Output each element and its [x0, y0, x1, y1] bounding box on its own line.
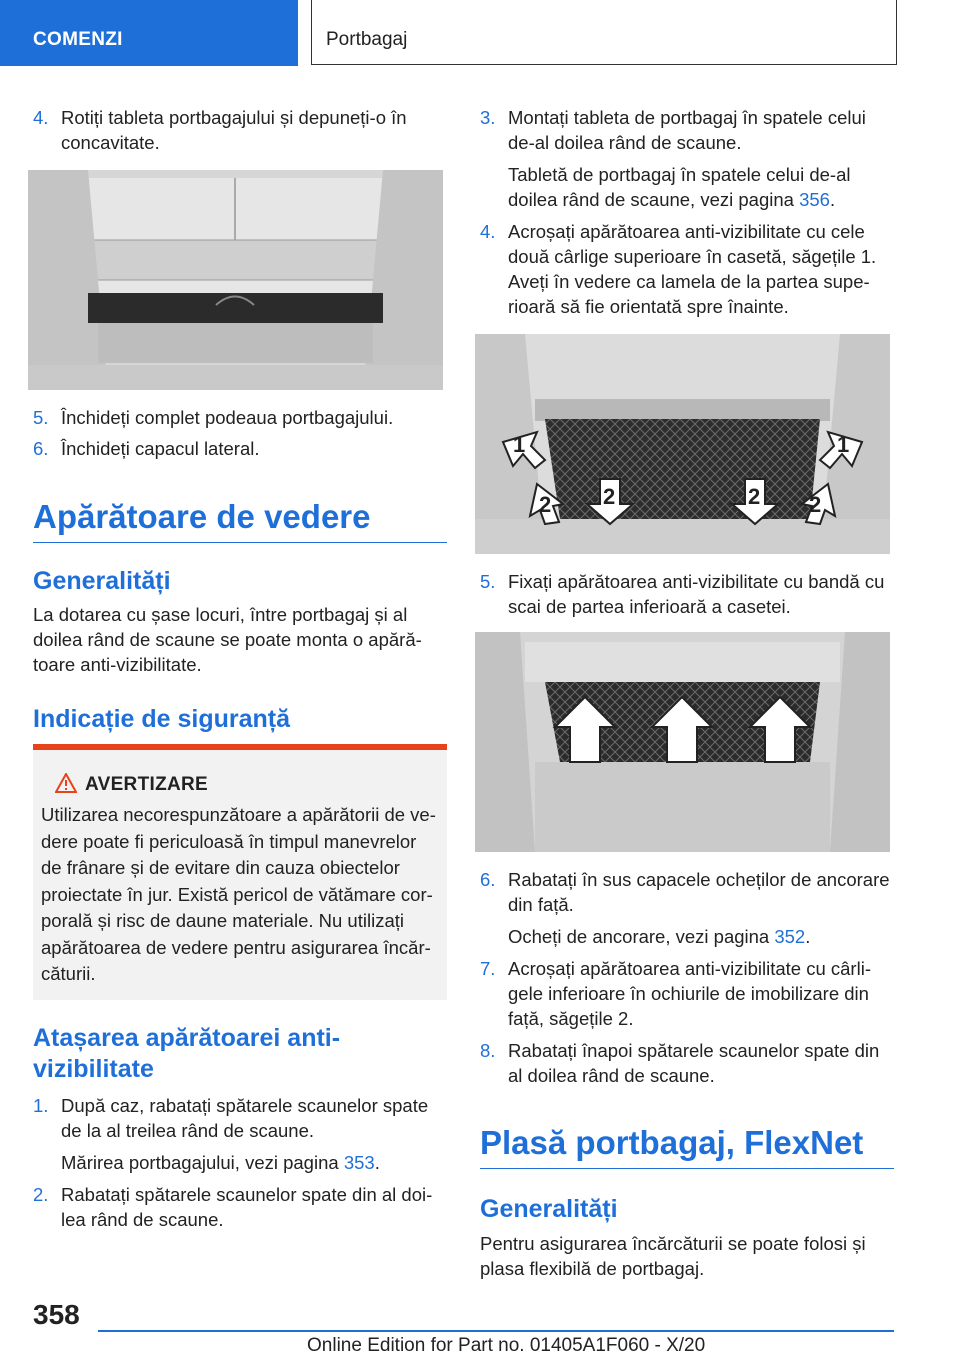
step-text: Rabatați spătarele scaunelor spate din al doilea rând de scaune. [61, 1184, 433, 1230]
trunk-floor-photo [28, 170, 443, 390]
arrow-label: 2 [748, 484, 761, 509]
page-link-352[interactable]: 352 [774, 926, 806, 947]
section-tab [0, 0, 298, 66]
arrow-label: 1 [837, 432, 850, 457]
attach-step-8 [480, 1038, 894, 1088]
net-velcro-photo [475, 632, 890, 852]
step-number: 1. [33, 1095, 49, 1116]
attach-step-3-ref: Tabletă de portbagaj în spatele celui de-al doilea rând de scaune, vezi pagina 356. [508, 164, 851, 210]
step-number: 8. [480, 1040, 496, 1061]
warning-text: Utilizarea necorespunzătoare a apărătorii de vedere poate fi periculoasă în timpul manevrelor de frânare și de evitare din cauza obiectelor proiectate în jur. Există pericol de vătămare corporală și risc de daune materiale. Nu utilizați apărătoarea de vedere pentru asigurarea încărcăturii. [41, 804, 436, 984]
general-text: La dotarea cu șase locuri, între portbagaj și al doilea rând de scaune se poate monta o apărătoare anti-vizibilitate. [33, 604, 422, 675]
subheading-general-flexnet: Generalități [480, 1195, 618, 1223]
warning-triangle-icon [55, 773, 77, 793]
chapter-box [311, 0, 897, 65]
step-text: Rabatați în sus capacele ocheților de ancorare din față. [508, 869, 890, 915]
net-hooks-photo [475, 334, 890, 554]
edition-note: Online Edition for Part no. 01405A1F060 - X/20 [307, 1335, 706, 1356]
attach-step-6 [480, 867, 894, 917]
arrow-label: 2 [539, 492, 552, 517]
section-title: COMENZI [33, 29, 123, 50]
page-link-356[interactable]: 356 [799, 189, 830, 210]
chapter-title: Portbagaj [326, 29, 408, 50]
attach-step-1 [33, 1093, 447, 1143]
page-link-353[interactable]: 353 [343, 1152, 375, 1173]
subheading-attach: Atașarea apărătoarei anti-vizibilitate [33, 1024, 341, 1083]
attach-step-6-ref: Ocheți de ancorare, vezi pagina 352. [508, 926, 811, 947]
warning-title: AVERTIZARE [85, 774, 208, 795]
arrow-label: 1 [513, 432, 526, 457]
step-6 [33, 436, 447, 461]
step-number: 7. [480, 958, 496, 979]
step-text: Acroșați apărătoarea anti-vizibilitate cu cele două cârlige superioare în casetă, săgețile 1. Aveți în vedere ca lamela de la partea superioară să fie orientată spre înainte. [508, 221, 877, 317]
step-number: 5. [33, 407, 49, 428]
attach-step-4 [480, 219, 894, 319]
arrow-label: 2 [603, 484, 616, 509]
step-text: Rabatați înapoi spătarele scaunelor spate din al doilea rând de scaune. [508, 1040, 880, 1086]
step-number: 5. [480, 571, 496, 592]
attach-step-3 [480, 105, 894, 155]
section-heading-flexnet: Plasă portbagaj, FlexNet [480, 1124, 894, 1169]
section-heading: Apărătoare de vedere [33, 498, 447, 543]
step-text: După caz, rabatați spătarele scaunelor spate de la al treilea rând de scaune. [61, 1095, 429, 1141]
step-number: 6. [33, 438, 49, 459]
footer-rule [98, 1330, 894, 1332]
subheading-general: Generalități [33, 567, 171, 595]
step-text: Închideți complet podeaua portbagajului. [61, 407, 394, 428]
step-number: 6. [480, 869, 496, 890]
attach-step-5 [480, 569, 894, 619]
step-number: 4. [33, 107, 49, 128]
flexnet-general-text: Pentru asigurarea încărcăturii se poate folosi și plasa flexibilă de portbagaj. [480, 1233, 866, 1279]
attach-step-1-ref: Mărirea portbagajului, vezi pagina 353. [61, 1152, 380, 1173]
step-number: 4. [480, 221, 496, 242]
step-text: Montați tableta de portbagaj în spatele celui de-al doilea rând de scaune. [508, 107, 866, 153]
step-5 [33, 405, 447, 430]
subheading-safety: Indicație de siguranță [33, 705, 291, 733]
step-text: Acroșați apărătoarea anti-vizibilitate cu cârligele inferioare în ochiurile de imobilizare din față, săgețile 2. [508, 958, 871, 1029]
step-number: 3. [480, 107, 496, 128]
step-text: Fixați apărătoarea anti-vizibilitate cu bandă cu scai de partea inferioară a casetei. [508, 571, 885, 617]
attach-step-7 [480, 956, 894, 1031]
step-4 [33, 105, 447, 155]
step-text: Rotiți tableta portbagajului și depuneți-o în concavitate. [61, 107, 407, 153]
attach-step-2 [33, 1182, 447, 1232]
step-number: 2. [33, 1184, 49, 1205]
warning-box [33, 750, 447, 1000]
page-number: 358 [33, 1299, 80, 1330]
step-text: Închideți capacul lateral. [61, 438, 260, 459]
arrow-label: 2 [809, 492, 822, 517]
